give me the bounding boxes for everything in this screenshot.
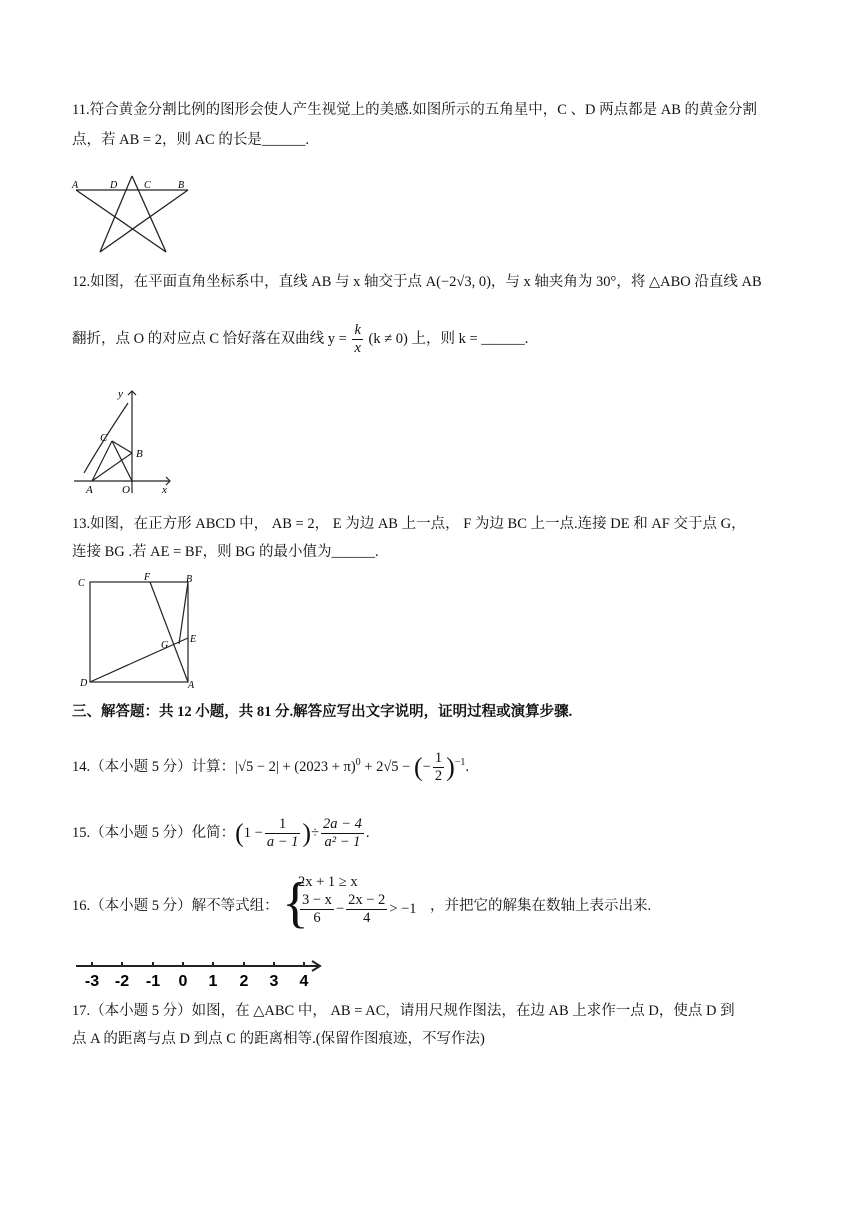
- axis-tick-label: 0: [178, 973, 188, 990]
- q17-line1: 17.（本小题 5 分）如图，在 △ABC 中， AB = AC，请用尺规作图法，在边 AB 上求作一点 D，使点 D 到: [72, 1003, 735, 1019]
- q14-line: 14.（本小题 5 分）计算：$|√5 - 2| + (2023 + \pi)^0 + 2√5$ − (− $\frac{1}{2}$ )$^{-1}$.: [72, 750, 470, 784]
- q14-exp-neg1: −1: [454, 757, 466, 768]
- q11-line1: 11.符合黄金分割比例的图形会使人产生视觉上的美感.如图所示的五角星中，C 、D 两点都是 AB 的黄金分割: [72, 102, 757, 118]
- axis-tick-label: 2: [239, 973, 249, 990]
- q13-line1: 13.如图，在正方形 ABCD 中， AB = 2， E 为边 AB 上一点， F 为边 BC 上一点.连接 DE 和 AF 交于点 G，: [72, 516, 746, 532]
- q15-fraction2: [321, 816, 364, 851]
- q16-minus: −: [335, 900, 345, 917]
- q14-end: .: [465, 758, 470, 775]
- square-label-d: D: [80, 678, 88, 689]
- axis-tick-label: -1: [145, 973, 161, 990]
- square-label-e: E: [190, 634, 197, 645]
- square-label-b: B: [186, 574, 193, 585]
- q13-line2: 连接 BG .若 AE = BF，则 BG 的最小值为______.: [72, 544, 379, 560]
- q14-expr1: |√5 − 2| + (2023 + π): [235, 758, 356, 775]
- q12-line2-post: (k ≠ 0) 上，则 k = ______.: [368, 330, 529, 347]
- q15-f1-num: 1: [265, 816, 301, 834]
- axis-tick-label: 3: [269, 973, 279, 990]
- axis-tick-label: 1: [208, 973, 218, 990]
- coord-label-x: x: [162, 484, 167, 496]
- star-figure: [70, 174, 195, 258]
- q12-line2: [72, 322, 528, 357]
- q16-f1-num: 3 − x: [302, 892, 332, 908]
- square-label-f: F: [144, 572, 151, 583]
- q16-prefix: 16.（本小题 5 分）解不等式组：: [72, 898, 279, 914]
- star-label-d: D: [110, 180, 118, 191]
- q14-prefix: 14.（本小题 5 分）计算：: [72, 758, 236, 775]
- q12-line2-pre: 翻折，点 O 的对应点 C 恰好落在双曲线 y =: [72, 330, 347, 347]
- number-line: [72, 958, 330, 990]
- q15-line: [72, 816, 369, 851]
- coord-label-a: A: [86, 484, 93, 496]
- q16-f1-den: 6: [313, 910, 321, 926]
- q15-div: ÷: [311, 824, 320, 841]
- q15-lparen: (: [235, 818, 244, 848]
- q11-line2: 点，若 AB = 2，则 AC 的长是______.: [72, 132, 309, 148]
- q16-fraction1: [300, 892, 334, 927]
- q16-ineq1: 2x + 1 ≥ x: [298, 874, 358, 890]
- star-label-a: A: [72, 180, 79, 191]
- coord-label-o: O: [122, 484, 130, 496]
- q12-line1: 12.如图，在平面直角坐标系中，直线 AB 与 x 轴交于点 A(−2√3, 0)，与 x 轴夹角为 30°，将 △ABO 沿直线 AB: [72, 274, 762, 290]
- q15-prefix: 15.（本小题 5 分）化简：: [72, 824, 236, 841]
- q15-fraction1: [265, 816, 301, 851]
- q14-rparen: ): [446, 752, 455, 782]
- axis-tick-label: -2: [114, 973, 130, 990]
- square-figure: [76, 572, 206, 690]
- q16-brace: {: [282, 872, 309, 934]
- square-label-c: C: [78, 578, 85, 589]
- q12-frac-num: k: [354, 322, 361, 338]
- q16-f2-den: 4: [363, 910, 371, 926]
- q15-f2-den: a² − 1: [324, 834, 361, 850]
- q17-line2: 点 A 的距离与点 D 到点 C 的距离相等.(保留作图痕迹，不写作法): [72, 1031, 485, 1047]
- square-label-g: G: [161, 640, 169, 651]
- q12-fraction: [352, 322, 362, 357]
- section-three-heading: 三、解答题：共 12 小题，共 81 分.解答应写出文字说明，证明过程或演算步骤.: [72, 704, 573, 720]
- q15-rparen: ): [302, 818, 312, 848]
- coord-label-b: B: [136, 448, 143, 460]
- star-label-c: C: [144, 180, 151, 191]
- q15-end: .: [365, 824, 370, 841]
- q14-frac-num: 1: [434, 750, 443, 766]
- square-label-a: A: [188, 680, 195, 690]
- q16-suffix: ，并把它的解集在数轴上表示出来.: [430, 898, 652, 914]
- axis-tick-label: -3: [84, 973, 100, 990]
- q15-one-minus: 1 −: [243, 824, 263, 841]
- coordinate-figure: [70, 385, 180, 497]
- q14-exp0: 0: [355, 757, 361, 768]
- q14-fraction: [433, 750, 444, 785]
- q14-lparen: (: [413, 752, 423, 782]
- q15-f1-den: a − 1: [266, 834, 299, 850]
- q16-f2-num: 2x − 2: [348, 892, 386, 908]
- q16-fraction2: [346, 892, 387, 927]
- axis-tick-label: 4: [299, 973, 309, 990]
- coord-label-y: y: [118, 388, 123, 400]
- star-label-b: B: [178, 180, 185, 191]
- coord-label-c: C: [100, 432, 108, 444]
- q16-rhs: > −1: [389, 900, 417, 917]
- q15-f2-num: 2a − 4: [323, 816, 362, 832]
- q14-frac-den: 2: [434, 768, 443, 784]
- q14-expr2: + 2√5 −: [360, 758, 414, 775]
- q12-frac-den: x: [354, 340, 361, 356]
- q16-ineq2: [298, 892, 417, 927]
